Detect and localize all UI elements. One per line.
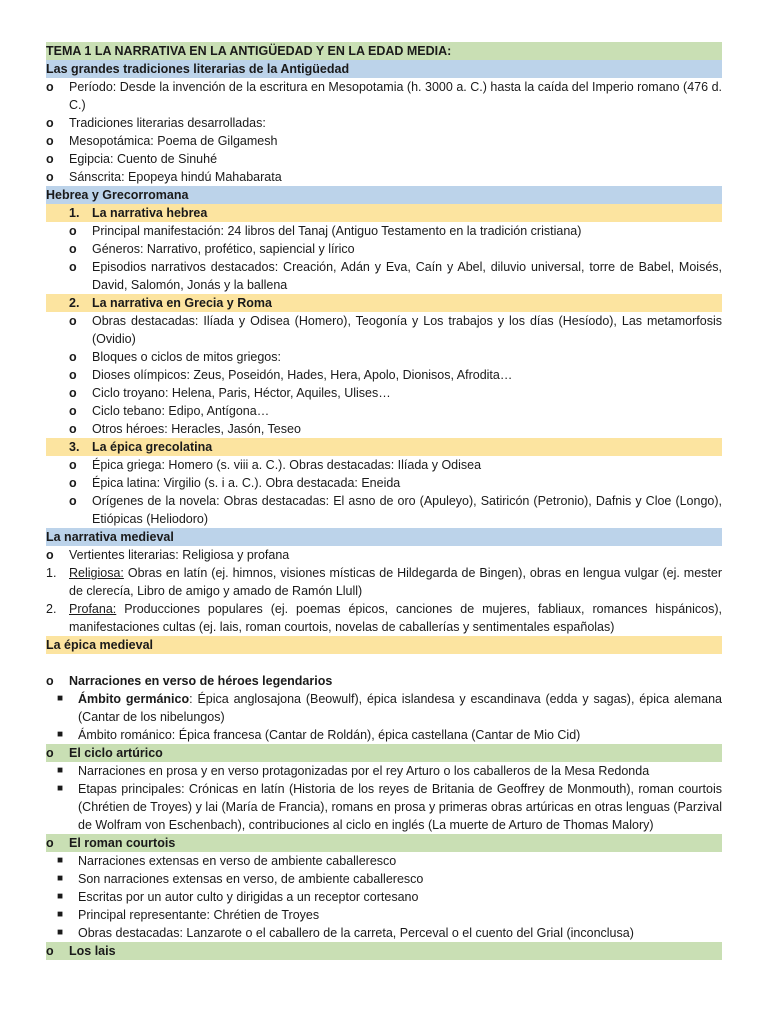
item-body: El ciclo artúrico [69,746,163,760]
circle-bullet-icon: o [69,368,77,382]
list-number: 1. [69,206,80,220]
list-number: 1. [46,566,57,580]
item-text [69,672,722,690]
circle-bullet-icon: o [46,80,54,94]
item-body: Período: Desde la invención de la escritura en Mesopotamia (h. 3000 a. C.) hasta la caída del Imperio romano (476 d. C.) [69,80,722,112]
square-bullet-item [46,780,722,834]
item-text [69,78,722,114]
blank-line [46,654,722,672]
list-item [46,78,722,114]
item-body: Ámbito románico: Épica francesa (Cantar de Roldán), épica castellana (Cantar de Mio Cid) [78,728,581,742]
circle-bullet-icon: o [46,152,54,166]
list-item [46,168,722,186]
item-text [78,726,722,744]
square-bullet-icon: ■ [57,765,64,776]
item-text [69,114,722,132]
section-heading [46,60,722,78]
item-body: Otros héroes: Heracles, Jasón, Teseo [92,422,301,436]
list-item [46,348,722,366]
circle-bullet-icon: o [69,224,77,238]
section-heading [46,42,722,60]
heading-text: Hebrea y Grecorromana [46,188,189,202]
square-bullet-icon: ■ [57,855,64,866]
item-text [69,834,722,852]
item-text [69,600,722,636]
circle-bullet-icon: o [69,350,77,364]
item-text [92,258,722,294]
square-bullet-item [46,870,722,888]
item-body: Obras en latín (ej. himnos, visiones místicas de Hildegarda de Bingen), obras en lengua vulgar (ej. mester de clerecía, Libro de amigo y amado de Ramón Llull) [69,566,722,598]
circle-bullet-icon: o [69,476,77,490]
item-text [92,492,722,528]
square-bullet-icon: ■ [57,909,64,920]
list-item [46,114,722,132]
circle-bullet-icon: o [46,548,54,562]
item-body: Obras destacadas: Lanzarote o el caballero de la carreta, Perceval o el cuento del Grial (inconclusa) [78,926,634,940]
item-body: Vertientes literarias: Religiosa y profana [69,548,290,562]
square-bullet-icon: ■ [57,927,64,938]
item-body: Egipcia: Cuento de Sinuhé [69,152,218,166]
document-page [46,42,722,960]
item-text [92,312,722,348]
item-body: Bloques o ciclos de mitos griegos: [92,350,281,364]
heading-text: TEMA 1 LA NARRATIVA EN LA ANTIGÜEDAD Y EN LA EDAD MEDIA: [46,44,452,58]
list-item [46,744,722,762]
item-lead: Ámbito germánico [78,692,190,706]
square-bullet-icon: ■ [57,729,64,740]
list-item [46,384,722,402]
item-body: Etapas principales: Crónicas en latín (Historia de los reyes de Britania de Geoffrey de Monmouth), roman courtois (Chrétien de Troyes) y lai (María de Francia), romans en prosa y primeras obras artúricas en otras lenguas (Parzival de Wolfram von Eschenbach), contribuciones al ciclo en inglés (La muerte de Arturo de Thomas Malory) [78,782,722,832]
item-body: Obras destacadas: Ilíada y Odisea (Homero), Teogonía y Los trabajos y los días (Hesíodo), Las metamorfosis (Ovidio) [92,314,722,346]
circle-bullet-icon: o [69,260,77,274]
circle-bullet-icon: o [46,116,54,130]
circle-bullet-icon: o [69,242,77,256]
list-item [46,366,722,384]
list-item [46,222,722,240]
item-text [92,384,722,402]
item-text [78,888,722,906]
item-text [92,456,722,474]
item-body: Episodios narrativos destacados: Creación, Adán y Eva, Caín y Abel, diluvio universal, torre de Babel, Moisés, David, Salomón, Jonás y la ballena [92,260,722,292]
section-heading [46,636,722,654]
item-body: Sánscrita: Epopeya hindú Mahabarata [69,170,282,184]
item-lead: Religiosa: [69,566,124,580]
item-text [92,348,722,366]
list-item [46,492,722,528]
item-body: Épica griega: Homero (s. viii a. C.). Obras destacadas: Ilíada y Odisea [92,458,482,472]
numbered-list-item [46,564,722,600]
item-text [92,474,722,492]
square-bullet-icon: ■ [57,693,64,704]
list-item [46,150,722,168]
list-number: 3. [69,440,80,454]
square-bullet-item [46,888,722,906]
square-bullet-item [46,906,722,924]
numbered-subheading [46,438,722,456]
list-item [46,834,722,852]
item-text [69,546,722,564]
square-bullet-icon: ■ [57,873,64,884]
list-item [46,474,722,492]
item-body: El roman courtois [69,836,176,850]
item-body: Dioses olímpicos: Zeus, Poseidón, Hades, Hera, Apolo, Dionisos, Afrodita… [92,368,513,382]
item-body: Son narraciones extensas en verso, de ambiente caballeresco [78,872,424,886]
list-item [46,258,722,294]
square-bullet-item [46,726,722,744]
circle-bullet-icon: o [69,494,77,508]
item-text [78,780,722,834]
square-bullet-item [46,924,722,942]
list-item [46,942,722,960]
subheading-text: La narrativa hebrea [92,206,208,220]
item-text [78,762,722,780]
item-text [69,150,722,168]
item-text [92,240,722,258]
list-item [46,132,722,150]
item-body: Principal representante: Chrétien de Troyes [78,908,320,922]
item-body: Épica latina: Virgilio (s. i a. C.). Obra destacada: Eneida [92,476,401,490]
heading-text: Las grandes tradiciones literarias de la Antigüedad [46,62,350,76]
circle-bullet-icon: o [69,314,77,328]
item-body: Ciclo troyano: Helena, Paris, Héctor, Aquiles, Ulises… [92,386,391,400]
item-text [92,366,722,384]
item-text [69,564,722,600]
list-item [46,312,722,348]
list-number: 2. [46,602,57,616]
list-item [46,672,722,690]
circle-bullet-icon: o [69,422,77,436]
circle-bullet-icon: o [46,746,54,760]
item-body: Géneros: Narrativo, profético, sapiencial y lírico [92,242,355,256]
circle-bullet-icon: o [46,836,54,850]
item-body: Escritas por un autor culto y dirigidas a un receptor cortesano [78,890,419,904]
item-body: Tradiciones literarias desarrolladas: [69,116,266,130]
item-body: Narraciones extensas en verso de ambiente caballeresco [78,854,397,868]
item-body: Narraciones en verso de héroes legendarios [69,674,333,688]
circle-bullet-icon: o [46,944,54,958]
list-item [46,546,722,564]
list-item [46,240,722,258]
square-bullet-item [46,762,722,780]
item-text [78,906,722,924]
section-heading [46,528,722,546]
list-item [46,456,722,474]
item-text [78,690,722,726]
square-bullet-icon: ■ [57,891,64,902]
item-text [78,870,722,888]
item-text [92,402,722,420]
list-item [46,420,722,438]
list-item [46,402,722,420]
numbered-subheading [46,294,722,312]
numbered-list-item [46,600,722,636]
square-bullet-item [46,852,722,870]
subheading-text: La épica grecolatina [92,440,213,454]
item-body: : Épica anglosajona (Beowulf), épica islandesa y escandinava (edda y sagas), épica alemana (Cantar de los nibelungos) [78,692,722,724]
item-body: Ciclo tebano: Edipo, Antígona… [92,404,270,418]
item-body: Narraciones en prosa y en verso protagonizadas por el rey Arturo o los caballeros de la Mesa Redonda [78,764,650,778]
item-text [78,852,722,870]
circle-bullet-icon: o [69,404,77,418]
item-text [69,744,722,762]
item-text [69,168,722,186]
item-body: Los lais [69,944,116,958]
circle-bullet-icon: o [69,458,77,472]
item-text [92,222,722,240]
square-bullet-item [46,690,722,726]
item-body: Principal manifestación: 24 libros del Tanaj (Antiguo Testamento en la tradición cristiana) [92,224,582,238]
subheading-text: La narrativa en Grecia y Roma [92,296,272,310]
item-text [92,420,722,438]
heading-text: La narrativa medieval [46,530,174,544]
circle-bullet-icon: o [46,674,54,688]
item-body: Mesopotámica: Poema de Gilgamesh [69,134,278,148]
numbered-subheading [46,204,722,222]
item-text [69,132,722,150]
item-text [69,942,722,960]
list-number: 2. [69,296,80,310]
item-body: Producciones populares (ej. poemas épicos, canciones de mujeres, fabliaux, romances hispánicos), manifestaciones cultas (ej. lais, roman courtois, novelas de caballerías y sentimentales españolas) [69,602,722,634]
circle-bullet-icon: o [69,386,77,400]
section-heading [46,186,722,204]
item-lead: Profana: [69,602,117,616]
circle-bullet-icon: o [46,134,54,148]
item-body: Orígenes de la novela: Obras destacadas: El asno de oro (Apuleyo), Satiricón (Petronio), Dafnis y Cloe (Longo), Etiópicas (Heliodoro) [92,494,722,526]
heading-text: La épica medieval [46,638,154,652]
square-bullet-icon: ■ [57,783,64,794]
item-text [78,924,722,942]
circle-bullet-icon: o [46,170,54,184]
